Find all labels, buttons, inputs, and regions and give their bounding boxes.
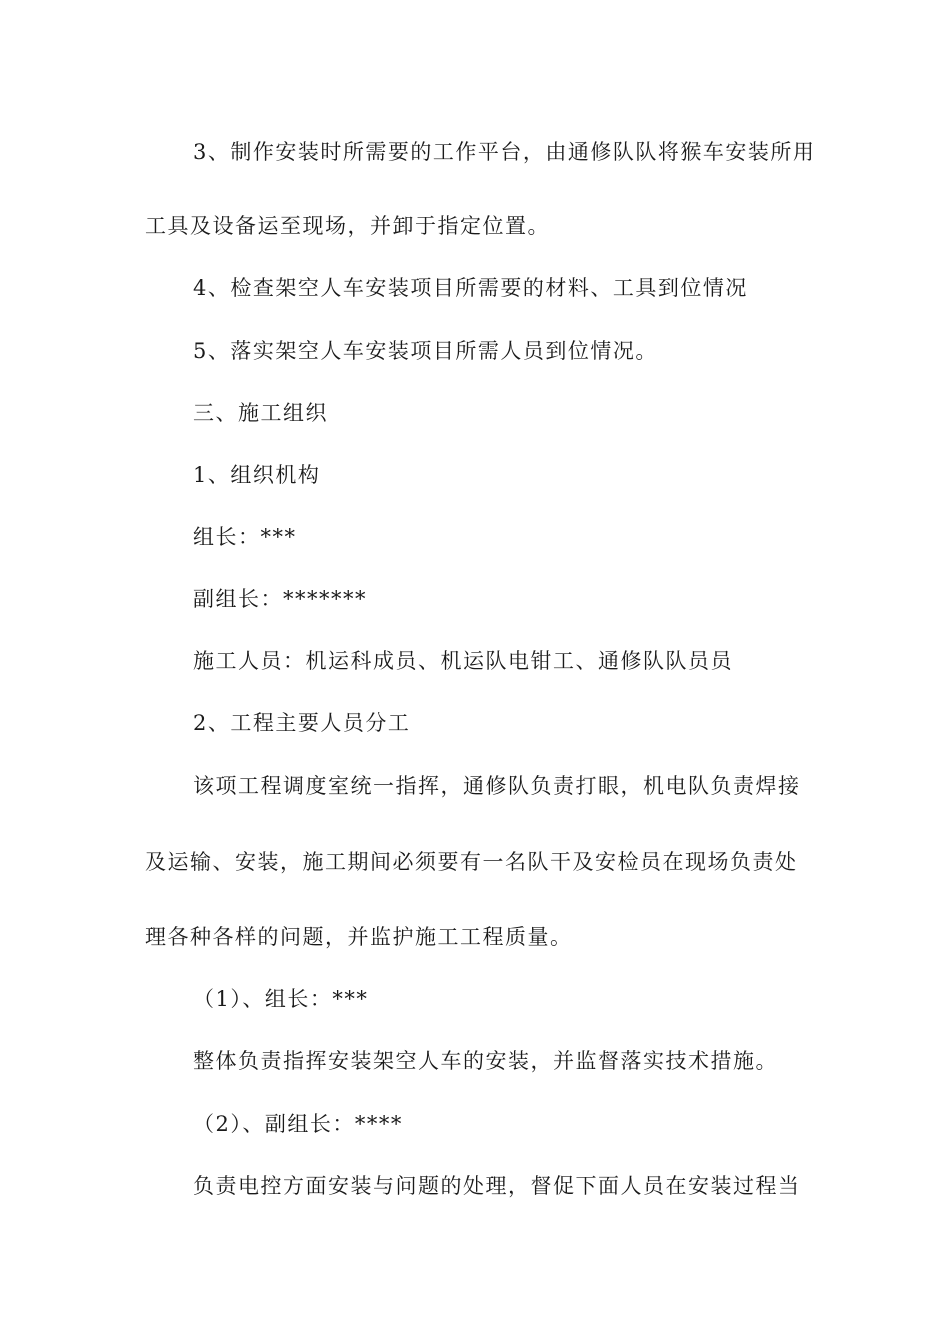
- paragraph-line: 副组长：*******: [193, 587, 367, 611]
- paragraph-line: （1）、组长：***: [193, 987, 369, 1011]
- paragraph-line: 整体负责指挥安装架空人车的安装，并监督落实技术措施。: [193, 1049, 778, 1073]
- section-heading: 三、施工组织: [193, 401, 328, 425]
- subsection-heading: 2、工程主要人员分工: [193, 711, 411, 735]
- paragraph-line: 4、检查架空人车安装项目所需要的材料、工具到位情况: [193, 276, 748, 300]
- paragraph-line: 理各种各样的问题，并监护施工工程质量。: [145, 925, 573, 949]
- paragraph-line: 及运输、安装，施工期间必须要有一名队干及安检员在现场负责处: [145, 850, 798, 874]
- paragraph-line: 施工人员：机运科成员、机运队电钳工、通修队队员员: [193, 649, 733, 673]
- paragraph-line: （2）、副组长：****: [193, 1112, 403, 1136]
- paragraph-line: 5、落实架空人车安装项目所需人员到位情况。: [193, 339, 658, 363]
- paragraph-line: 组长：***: [193, 525, 297, 549]
- paragraph-line: 该项工程调度室统一指挥，通修队负责打眼，机电队负责焊接: [193, 774, 801, 798]
- paragraph-line: 3、制作安装时所需要的工作平台，由通修队队将猴车安装所用: [193, 140, 816, 164]
- paragraph-line: 工具及设备运至现场，并卸于指定位置。: [145, 214, 550, 238]
- subsection-heading: 1、组织机构: [193, 463, 321, 487]
- paragraph-line: 负责电控方面安装与问题的处理，督促下面人员在安装过程当: [193, 1174, 801, 1198]
